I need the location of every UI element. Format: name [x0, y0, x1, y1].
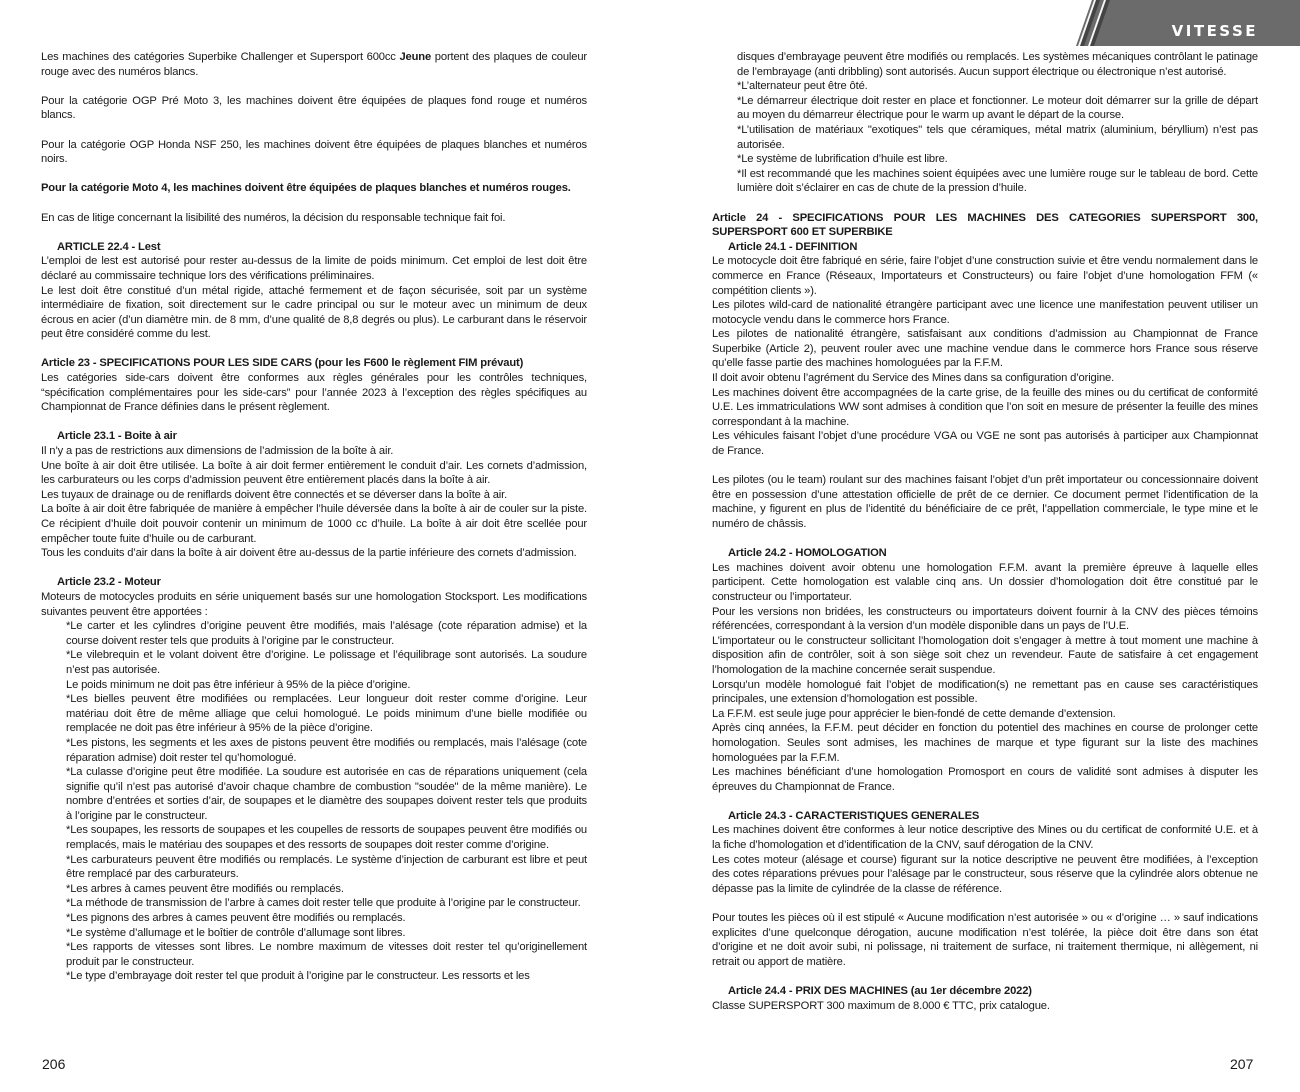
paragraph: Pour les versions non bridées, les constructeurs ou importateurs doivent fournir à la CNV des pièces témoins référencées, correspondant à la version d’un modèle disponible dans un pays de l’U.E. — [712, 605, 1258, 633]
page-number: 206 — [42, 1056, 66, 1072]
paragraph: Pour la catégorie OGP Pré Moto 3, les machines doivent être équipées de plaques fond rouge et numéros blancs. — [41, 94, 587, 122]
paragraph: Pour toutes les pièces où il est stipulé « Aucune modification n’est autorisée » ou « d’origine … » sauf indications explicites d’une quelconque dérogation, aucune modification n’est tolérée, la pièce doit être dans son état d’origine et ne doit avoir subi, ni polissage, ni traitement de surface, ni traitement thermique, ni allègement, ni retrait ou apport de matière. — [712, 912, 1258, 968]
paragraph: Les machines doivent être accompagnées de la carte grise, de la feuille des mines ou du certificat de conformité U.E. Les immatriculations WW sont admises à condition que l’on soit en mesure de présenter la feuille des mines correspondant à la machine. — [712, 386, 1258, 428]
paragraph: *Le carter et les cylindres d’origine peuvent être modifiés, mais l’alésage (cote réparation admise) et la course doivent rester tels que produits à l’origine par le constructeur. — [66, 620, 587, 647]
paragraph-spacer — [41, 167, 587, 182]
paragraph: Les pilotes de nationalité étrangère, satisfaisant aux conditions d’admission au Championnat de France Superbike (Article 2), peuvent rouler avec une machine vendue dans le commerce hors France sous réserve qu’elle fasse partie des machines homologuées par la F.F.M. — [712, 328, 1258, 370]
paragraph: *Le type d’embrayage doit rester tel que produit à l’origine par le constructeur. Les ressorts et les — [66, 970, 530, 983]
paragraph: Il n’y a pas de restrictions aux dimensions de l’admission de la boîte à air. — [41, 445, 394, 458]
paragraph-spacer — [712, 196, 1258, 211]
paragraph: Les cotes moteur (alésage et course) figurant sur la notice descriptive ne peuvent être modifiées, à l’exception des cotes réparations prévues pour l’alésage par le constructeur, sous réserve que la cylindrée alors obtenue ne dépasse pas la limite de cylindrée de la classe de référence. — [712, 853, 1258, 895]
paragraph: *L’utilisation de matériaux "exotiques" tels que céramiques, métal matrix (aluminium, béryllium) n’est pas autorisée. — [737, 123, 1258, 151]
section-title: VITESSE — [1171, 22, 1258, 40]
paragraph-spacer — [41, 196, 587, 211]
paragraph: Les pilotes (ou le team) roulant sur des machines faisant l’objet d’un prêt importateur ou concessionnaire doivent être en possession d’une attestation officielle de prêt de ce dernier. Ce document permet l’identification de la machine, y figurent en plus de l’identité du bénéficiaire de ce prêt, l’appellation commerciale, le type mine et le numéro de châssis. — [712, 474, 1258, 530]
paragraph: *Les pistons, les segments et les axes de pistons peuvent être modifiés ou remplacés, mais l’alésage (cote réparation admise) doit rester tel qu’homologué. — [66, 736, 587, 764]
paragraph: Lorsqu’un modèle homologué fait l’objet de modification(s) ne remettant pas en cause ses caractéristiques principales, une extension d’homologation est possible. — [712, 678, 1258, 706]
paragraph: *Les carburateurs peuvent être modifiés ou remplacés. Le système d’injection de carburant est libre et peut être remplacé par des carburateurs. — [66, 853, 587, 881]
paragraph: Une boîte à air doit être utilisée. La boîte à air doit fermer entièrement le conduit d’air. Les cornets d’admission, les carburateurs ou les corps d’admission peuvent être entièrement placés dans la boîte à air. — [41, 459, 587, 487]
article-heading: Article 24.4 - PRIX DES MACHINES (au 1er décembre 2022) — [728, 985, 1032, 997]
paragraph: La boîte à air doit être fabriquée de manière à empêcher l’huile déversée dans la boîte à air de couler sur la piste. Ce récipient d’huile doit pouvoir contenir un minimum de 1000 cc d’huile. La boîte à air doit être scellée pour empêcher toute fuite d’huile ou de carburant. — [41, 503, 587, 545]
paragraph: La F.F.M. est seule juge pour apprécier le bien-fondé de cette demande d’extension. — [712, 707, 1116, 720]
paragraph-spacer — [41, 561, 587, 576]
paragraph-spacer — [712, 532, 1258, 547]
paragraph: Les véhicules faisant l’objet d’une procédure VGA ou VGE ne sont pas autorisés à participer aux Championnat de France. — [712, 430, 1258, 458]
article-heading: Article 24.2 - HOMOLOGATION — [728, 547, 887, 560]
paragraph-spacer — [41, 415, 587, 430]
paragraph: *Il est recommandé que les machines soient équipées avec une lumière rouge sur le tableau de bord. Cette lumière doit s’éclairer en cas de chute de la pression d’huile. — [737, 167, 1258, 195]
paragraph: *Le système de lubrification d’huile est libre. — [737, 153, 948, 166]
paragraph: Les machines bénéficiant d’une homologation Promosport en cours de validité sont admises à disputer les épreuves du Championnat de France. — [712, 766, 1258, 793]
paragraph: *Les arbres à cames peuvent être modifiés ou remplacés. — [66, 882, 344, 895]
article-heading: Article 23.1 - Boite à air — [57, 430, 177, 443]
paragraph: Il doit avoir obtenu l’agrément du Service des Mines dans sa configuration d’origine. — [712, 372, 1115, 385]
article-heading: Pour la catégorie Moto 4, les machines doivent être équipées de plaques blanches et numéros rouges. — [41, 182, 571, 195]
paragraph: *Le démarreur électrique doit rester en place et fonctionner. Le moteur doit démarrer sur la grille de départ au moyen du démarreur électrique pour le warm up avant le départ de la course. — [737, 94, 1258, 122]
paragraph: Les machines doivent être conformes à leur notice descriptive des Mines ou du certificat de conformité U.E. et à la fiche d’homologation et d’identification de la CNV, sauf dérogation de la CNV. — [712, 824, 1258, 852]
paragraph: Après cinq années, la F.F.M. peut décider en fonction du potentiel des machines en course de prolonger cette homologation. Seules sont admises, les machines de marque et type figurant sur la liste des machines homologuées par la F.F.M. — [712, 722, 1258, 764]
paragraph: Tous les conduits d’air dans la boîte à air doivent être au-dessus de la partie inférieure des cornets d’admission. — [41, 547, 577, 560]
paragraph: Les pilotes wild-card de nationalité étrangère participant avec une licence une manifestation peuvent utiliser un motocycle vendu dans le commerce hors France. — [712, 299, 1258, 326]
paragraph: disques d’embrayage peuvent être modifiés ou remplacés. Les systèmes mécaniques contrôlant le patinage de l’embrayage (anti dribbling) sont autorisés. Aucun support électrique ou électronique n’est autorisé. — [737, 51, 1258, 78]
paragraph: Classe SUPERSPORT 300 maximum de 8.000 € TTC, prix catalogue. — [712, 999, 1050, 1012]
paragraph-spacer — [41, 123, 587, 138]
paragraph: Le poids minimum ne doit pas être inférieur à 95% de la pièce d’origine. — [66, 678, 411, 691]
article-heading: ARTICLE 22.4 - Lest — [57, 240, 161, 253]
paragraph-spacer — [41, 79, 587, 94]
article-heading: Article 24.3 - CARACTERISTIQUES GENERALES — [728, 809, 980, 822]
paragraph: Les tuyaux de drainage ou de reniflards doivent être connectés et se déverser dans la boîte à air. — [41, 488, 508, 501]
paragraph: Le motocycle doit être fabriqué en série, faire l’objet d’une construction suivie et être vendu normalement dans le commerce en France (Réseaux, Importateurs et Constructeurs) ou faire l’objet d’une homologation FFM (« compétition clients »). — [712, 255, 1258, 297]
paragraph: *Les bielles peuvent être modifiées ou remplacées. Leur longueur doit rester comme d’origine. Leur matériau doit être de même alliage que celui homologué. Le poids minimum d’une bielle modifiée ou remplacée ne doit pas être inférieur à 95% de la pièce d’origine. — [66, 693, 587, 735]
paragraph: Pour la catégorie OGP Honda NSF 250, les machines doivent être équipées de plaques blanches et numéros noirs. — [41, 138, 587, 166]
paragraph: *Le vilebrequin et le volant doivent être d’origine. Le polissage et l’équilibrage sont autorisés. La soudure n’est pas autorisée. — [66, 649, 587, 676]
article-heading: Article 23.2 - Moteur — [57, 576, 161, 589]
paragraph-spacer — [712, 794, 1258, 809]
paragraph-spacer — [712, 896, 1258, 911]
paragraph: *La culasse d’origine peut être modifiée. La soudure est autorisée en cas de réparations uniquement (cela signifie qu’il n’est pas autorisé d’avoir chaque chambre de combustion "soudée" de la même manière). Le nombre d’entrées et sorties d’air, de soupapes et le diamètre des soupapes doivent rester tels que produits à l’origine par le constructeur. — [66, 766, 587, 822]
paragraph-spacer — [712, 969, 1258, 984]
paragraph: *Le système d’allumage et le boîtier de contrôle d’allumage sont libres. — [66, 926, 406, 939]
paragraph: L’importateur ou le constructeur sollicitant l’homologation doit s’engager à mettre à tout moment une machine à disposition afin de contrôler, soit à son siège soit chez un revendeur. Faute de satisfaire à cet engagement l’homologation de la machine concernée serait suspendue. — [712, 634, 1258, 676]
paragraph-spacer — [712, 459, 1258, 474]
article-heading: Article 24 - SPECIFICATIONS POUR LES MACHINES DES CATEGORIES SUPERSPORT 300, SUPERSPORT 600 ET SUPERBIKE — [712, 211, 1258, 239]
article-heading: Article 24.1 - DEFINITION — [728, 240, 858, 253]
paragraph: *Les rapports de vitesses sont libres. Le nombre maximum de vitesses doit rester tel qu’originellement produit par le constructeur. — [66, 941, 587, 968]
paragraph: Les machines des catégories Superbike Challenger et Supersport 600cc Jeune portent des plaques de couleur rouge avec des numéros blancs. — [41, 51, 587, 78]
paragraph: Les catégories side-cars doivent être conformes aux règles générales pour les contrôles techniques, “spécification complémentaires pour les side-cars” pour l’année 2023 à l’exception des règles spécifiques au Championnat de France définies dans le présent règlement. — [41, 372, 587, 414]
page-number: 207 — [1230, 1056, 1254, 1072]
paragraph: *Les soupapes, les ressorts de soupapes et les coupelles de ressorts de soupapes peuvent être modifiés ou remplacés, mais le matériau des soupapes et des ressorts de soupapes doit rester comme d’origine. — [66, 824, 587, 852]
paragraph: *Les pignons des arbres à cames peuvent être modifiés ou remplacés. — [66, 912, 406, 925]
article-heading: Article 23 - SPECIFICATIONS POUR LES SIDE CARS (pour les F600 le règlement FIM prévaut) — [41, 357, 524, 370]
right-page — [650, 0, 1300, 1092]
section-banner — [1068, 0, 1300, 46]
paragraph: En cas de litige concernant la lisibilité des numéros, la décision du responsable technique fait foi. — [41, 211, 506, 224]
paragraph: L’emploi de lest est autorisé pour rester au-dessus de la limite de poids minimum. Cet emploi de lest doit être déclaré au commissaire technique lors des vérifications préliminaires. — [41, 255, 587, 282]
right-page-text — [712, 50, 1258, 1013]
paragraph: *La méthode de transmission de l’arbre à cames doit rester telle que produite à l’origine par le constructeur. — [66, 897, 581, 910]
paragraph-spacer — [41, 342, 587, 357]
paragraph: Le lest doit être constitué d’un métal rigide, attaché fermement et de façon sécurisée, soit par un système intermédiaire de fixation, soit directement sur le cadre principal ou sur le moteur avec un minimum de deux écrous en acier (d’un diamètre min. de 8 mm, d’une qualité de 8,8 degrés ou plus). Le carburant dans le réservoir peut être considéré comme du lest. — [41, 284, 587, 341]
paragraph-spacer — [41, 225, 587, 240]
paragraph: *L’alternateur peut être ôté. — [737, 80, 868, 93]
paragraph: Moteurs de motocycles produits en série uniquement basés sur une homologation Stocksport. Les modifications suivantes peuvent être apportées : — [41, 590, 587, 618]
paragraph: Les machines doivent avoir obtenu une homologation F.F.M. avant la première épreuve à laquelle elles participent. Cette homologation est valable cinq ans. Un dossier d’homologation doit être constitué par le constructeur ou l’importateur. — [712, 561, 1258, 603]
left-page-text — [41, 50, 587, 984]
